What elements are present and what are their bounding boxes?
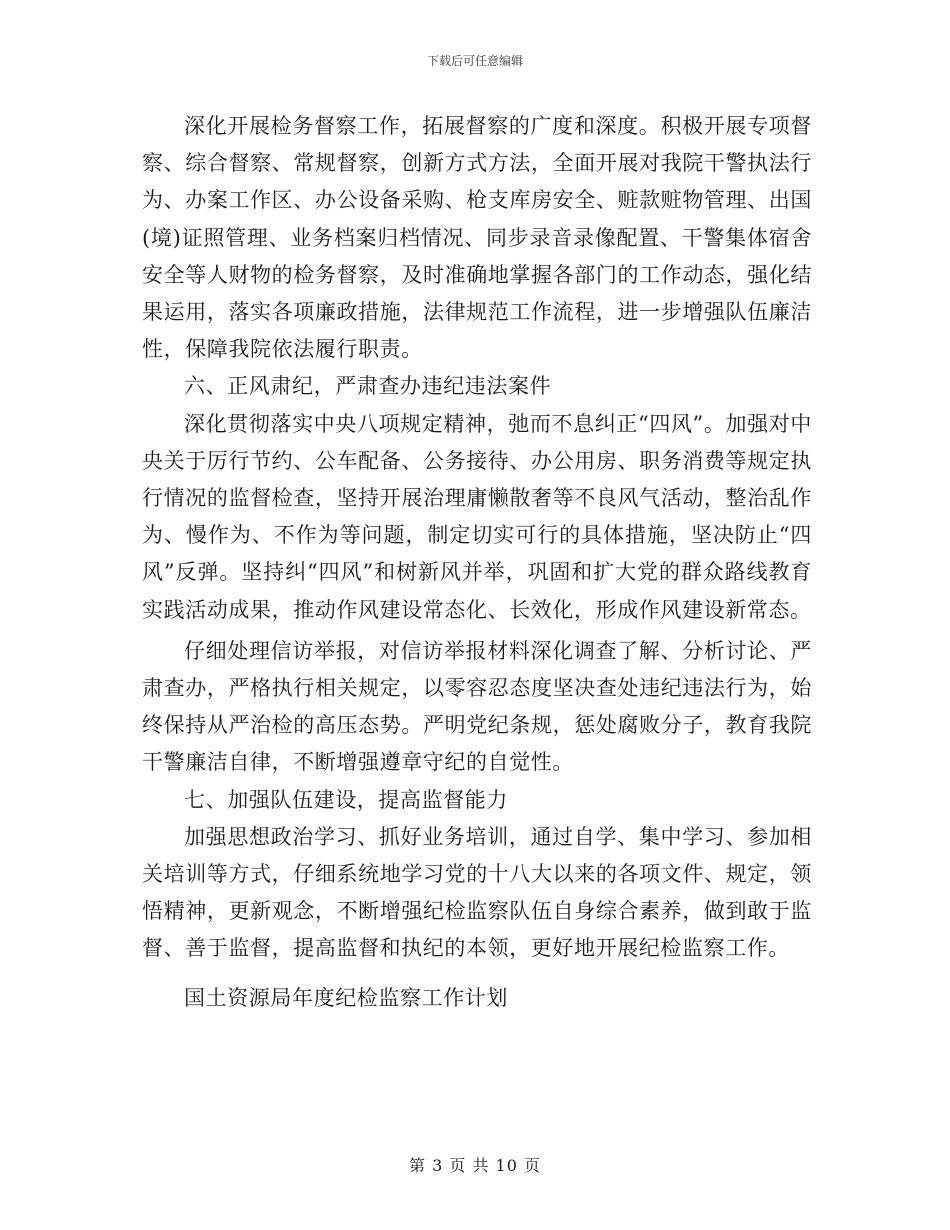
page-header: 下载后可任意编辑	[426, 54, 523, 68]
page-number: 第 3 页 共 10 页	[409, 1156, 541, 1175]
section-heading-six: 六、正风肃纪，严肃查办违纪违法案件	[184, 374, 552, 399]
document-body	[142, 108, 812, 1017]
paragraph-petitions: 仔细处理信访举报，对信访举报材料深化调查了解、分析讨论、严肃查办，严格执行相关规定，以零容忍态度坚决查处违纪违法行为，始终保持从严治检的高压态势。严明党纪条规，惩处腐败分子，教育我院干警廉洁自律，不断增强遵章守纪的自觉性。	[142, 638, 812, 775]
paragraph-inspection: 深化开展检务督察工作，拓展督察的广度和深度。积极开展专项督察、综合督察、常规督察，创新方式方法，全面开展对我院干警执法行为、办案工作区、办公设备采购、枪支库房安全、赃款赃物管理、出国(境)证照管理、业务档案归档情况、同步录音录像配置、干警集体宿舍安全等人财物的检务督察，及时准确地掌握各部门的工作动态，强化结果运用，落实各项廉政措施，法律规范工作流程，进一步增强队伍廉洁性，保障我院依法履行职责。	[142, 114, 812, 362]
paragraph-team-building: 加强思想政治学习、抓好业务培训，通过自学、集中学习、参加相关培训等方式，仔细系统地学习党的十八大以来的各项文件、规定，领悟精神，更新观念，不断增强纪检监察队伍自身综合素养，做到敢于监督、善于监督，提高监督和执纪的本领，更好地开展纪检监察工作。	[142, 824, 812, 961]
section-heading-seven: 七、加强队伍建设，提高监督能力	[184, 787, 508, 812]
document-title-next: 国土资源局年度纪检监察工作计划	[184, 985, 508, 1010]
paragraph-four-winds: 深化贯彻落实中央八项规定精神，弛而不息纠正“四风”。加强对中央关于厉行节约、公车配备、公务接待、办公用房、职务消费等规定执行情况的监督检查，坚持开展治理庸懒散奢等不良风气活动，整治乱作为、慢作为、不作为等问题，制定切实可行的具体措施，坚决防止“四风”反弹。坚持纠“四风”和树新风并举，巩固和扩大党的群众路线教育实践活动成果，推动作风建设常态化、长效化，形成作风建设新常态。	[142, 411, 812, 622]
